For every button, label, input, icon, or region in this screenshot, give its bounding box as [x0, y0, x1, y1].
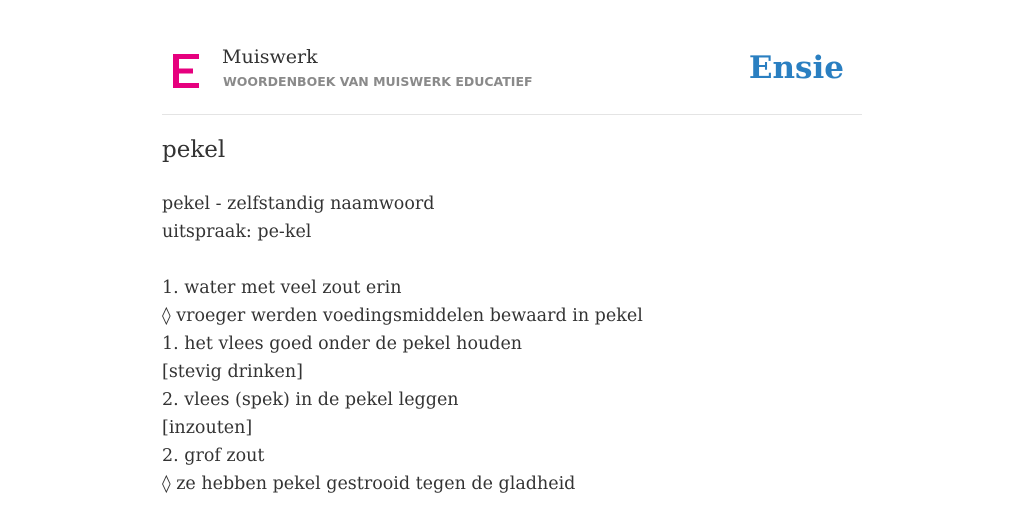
- definition-expression-1-meaning: [stevig drinken]: [162, 362, 303, 382]
- definition-word-class: pekel - zelfstandig naamwoord: [162, 194, 435, 214]
- entry-definition: [162, 190, 862, 498]
- site-header: [162, 0, 862, 115]
- definition-meaning-1: 1. water met veel zout erin: [162, 278, 402, 298]
- brand-subtitle: WOORDENBOEK VAN MUISWERK EDUCATIEF: [223, 74, 533, 89]
- definition-expression-2: 2. vlees (spek) in de pekel leggen: [162, 390, 459, 410]
- definition-example: ◊ ze hebben pekel gestrooid tegen de gladheid: [162, 474, 576, 494]
- ensie-logo-link[interactable]: Ensie: [748, 50, 844, 86]
- brand-name: Muiswerk: [222, 46, 318, 68]
- definition-example: ◊ vroeger werden voedingsmiddelen bewaard in pekel: [162, 306, 643, 326]
- definition-expression-2-meaning: [inzouten]: [162, 418, 253, 438]
- definition-expression-1: 1. het vlees goed onder de pekel houden: [162, 334, 523, 354]
- entry-title: pekel: [162, 137, 226, 163]
- definition-pronunciation: uitspraak: pe-kel: [162, 222, 312, 242]
- definition-blank-line: [162, 246, 862, 274]
- muiswerk-logo-link[interactable]: [162, 44, 542, 94]
- definition-meaning-2: 2. grof zout: [162, 446, 265, 466]
- muiswerk-e-logo-icon: [173, 54, 199, 88]
